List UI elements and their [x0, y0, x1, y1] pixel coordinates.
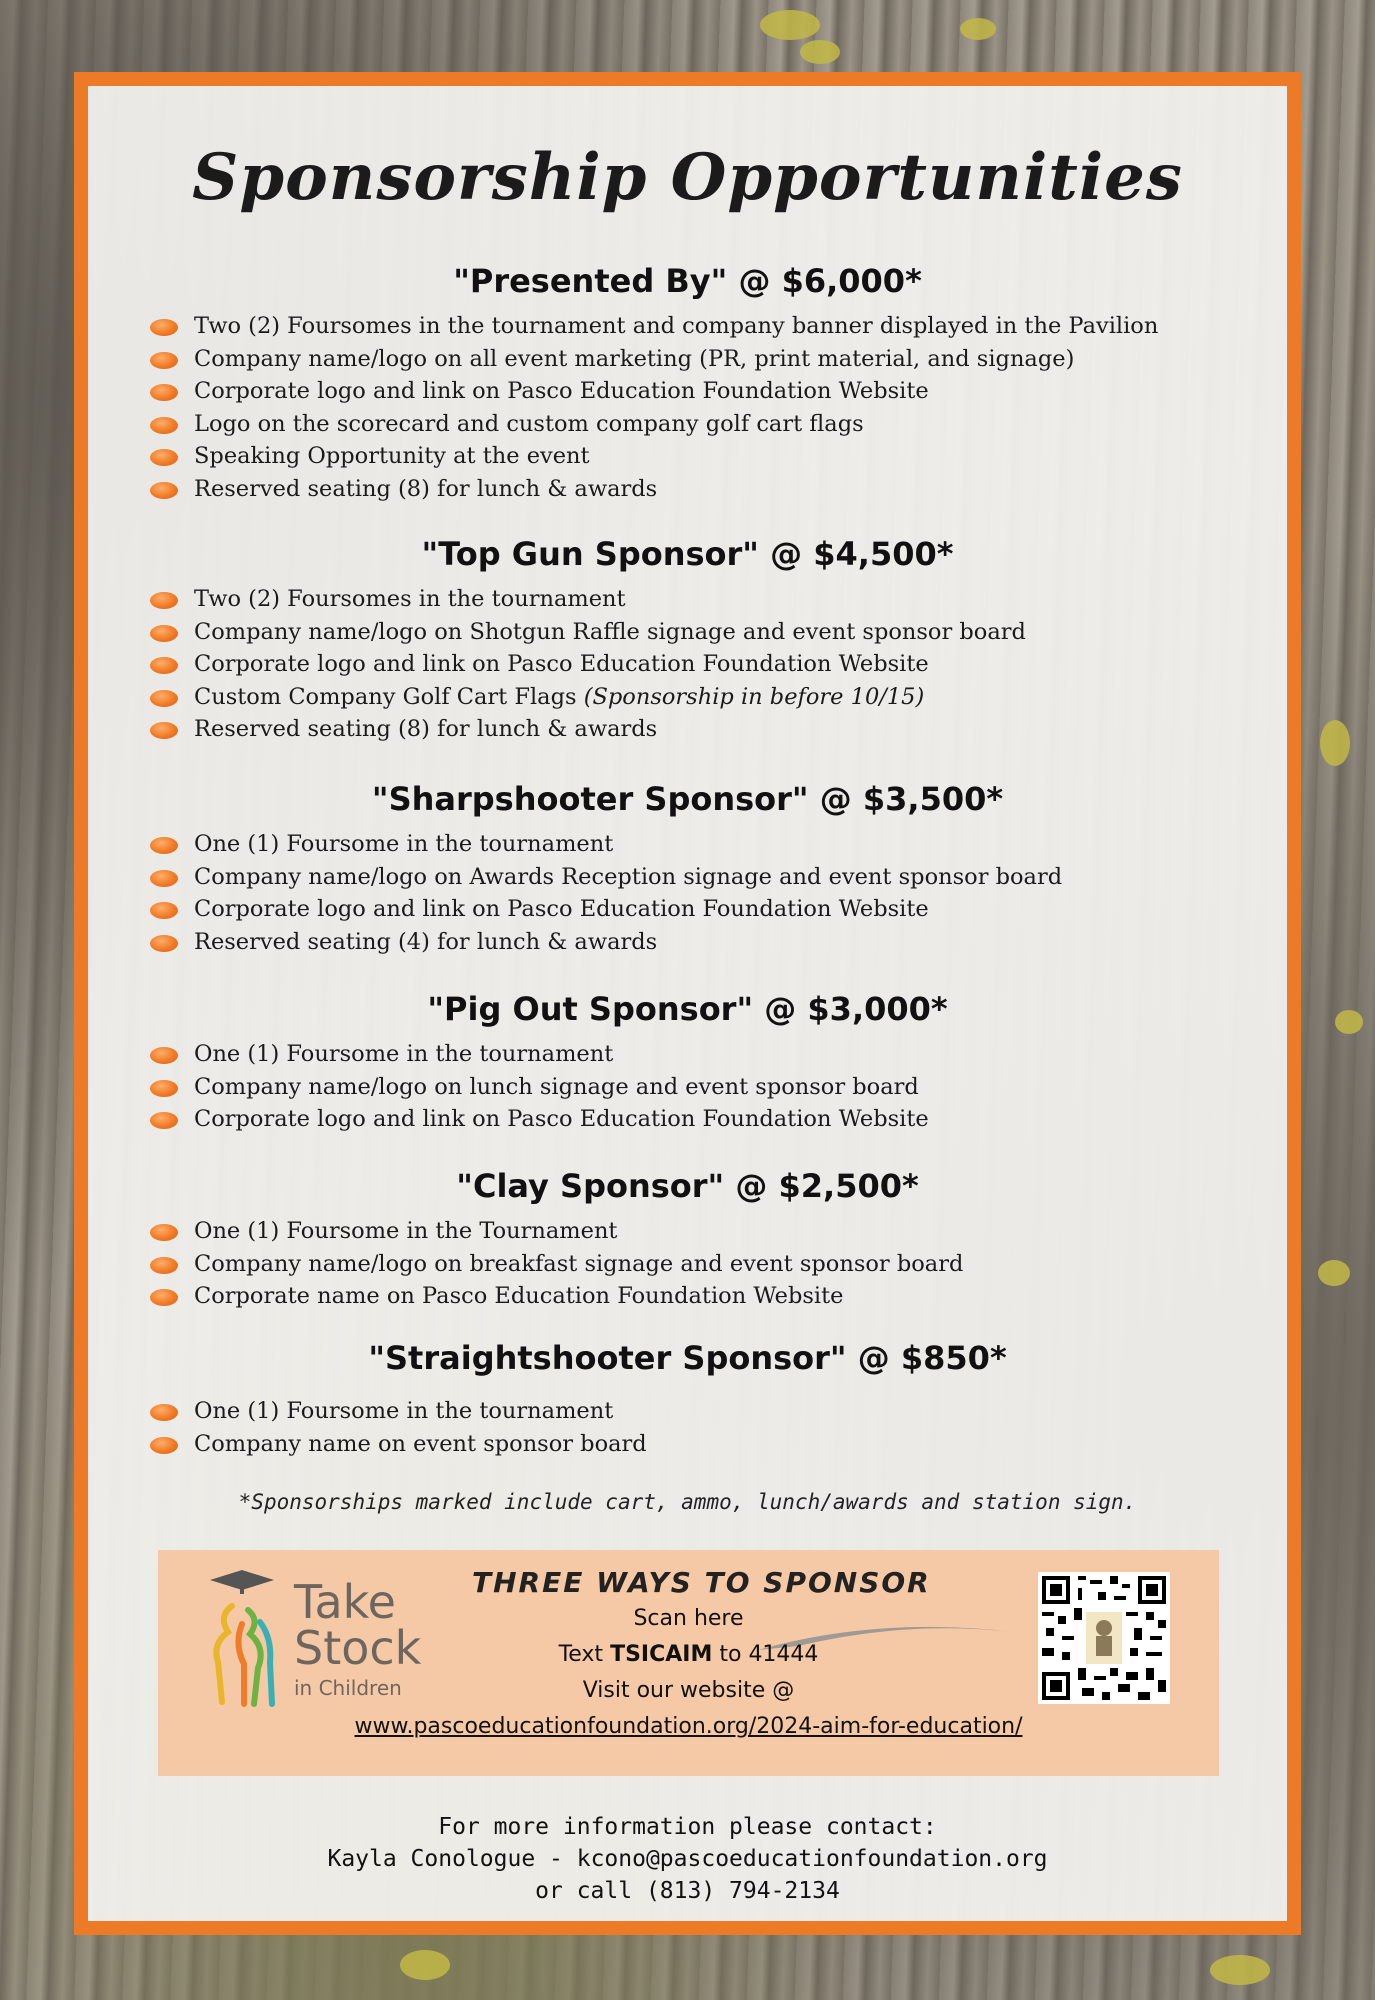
- benefit-list: [88, 1215, 1287, 1313]
- bullet-icon: [150, 1224, 178, 1241]
- bullet-icon: [150, 482, 178, 499]
- lichen-spot: [800, 40, 840, 64]
- list-item: One (1) Foursome in the tournament: [150, 1395, 1287, 1428]
- list-item: Two (2) Foursomes in the tournament and company banner displayed in the Pavilion: [150, 310, 1287, 343]
- section-heading: "Presented By" @ $6,000*: [453, 262, 922, 300]
- bullet-icon: [150, 935, 178, 952]
- lichen-spot: [760, 10, 820, 40]
- bullet-icon: [150, 625, 178, 642]
- bullet-icon: [150, 1047, 178, 1064]
- section-presented-by: [88, 262, 1287, 505]
- scan-here-text: Scan here: [633, 1606, 744, 1631]
- bullet-icon: [150, 319, 178, 336]
- list-item: One (1) Foursome in the Tournament: [150, 1215, 1287, 1248]
- section-pig-out: [88, 990, 1287, 1136]
- list-item: Custom Company Golf Cart Flags (Sponsorship in before 10/15): [150, 681, 1287, 714]
- list-item: Corporate logo and link on Pasco Education Foundation Website: [150, 648, 1287, 681]
- bullet-icon: [150, 657, 178, 674]
- list-item: Company name on event sponsor board: [150, 1428, 1287, 1461]
- benefit-list: [88, 1038, 1287, 1136]
- contact-heading: For more information please contact:: [438, 1814, 937, 1840]
- logo-text: Stock: [294, 1621, 422, 1675]
- website-url[interactable]: www.pascoeducationfoundation.org/2024-aim-for-education/: [354, 1714, 1023, 1739]
- page-title: Sponsorship Opportunities: [192, 140, 1183, 215]
- section-heading: "Straightshooter Sponsor" @ $850*: [368, 1339, 1007, 1377]
- bullet-icon: [150, 1289, 178, 1306]
- lichen-spot: [960, 18, 996, 40]
- list-item: Logo on the scorecard and custom company golf cart flags: [150, 408, 1287, 441]
- section-heading: "Pig Out Sponsor" @ $3,000*: [427, 990, 948, 1028]
- flyer-card: [74, 72, 1301, 1935]
- bullet-icon: [150, 1112, 178, 1129]
- bullet-icon: [150, 1404, 178, 1421]
- section-heading: "Sharpshooter Sponsor" @ $3,500*: [371, 780, 1004, 818]
- logo-text: Take: [294, 1575, 396, 1629]
- bullet-icon: [150, 870, 178, 887]
- bullet-icon: [150, 690, 178, 707]
- qr-code-icon[interactable]: [1038, 1572, 1170, 1704]
- website-link[interactable]: [158, 1714, 1219, 1739]
- contact-phone: or call (813) 794-2134: [535, 1878, 840, 1904]
- lichen-spot: [1320, 720, 1350, 766]
- contact-block: [88, 1811, 1287, 1907]
- lichen-spot: [1335, 1010, 1363, 1034]
- list-item: Reserved seating (8) for lunch & awards: [150, 713, 1287, 746]
- lichen-spot: [400, 1950, 450, 1980]
- list-item: Company name/logo on Awards Reception signage and event sponsor board: [150, 861, 1287, 894]
- benefit-list: [88, 583, 1287, 746]
- logo-text: in Children: [294, 1676, 402, 1700]
- list-item: Corporate logo and link on Pasco Education Foundation Website: [150, 375, 1287, 408]
- bullet-icon: [150, 837, 178, 854]
- list-item: Company name/logo on breakfast signage and event sponsor board: [150, 1248, 1287, 1281]
- list-item: Company name/logo on Shotgun Raffle signage and event sponsor board: [150, 616, 1287, 649]
- bullet-icon: [150, 592, 178, 609]
- list-item: Corporate logo and link on Pasco Education Foundation Website: [150, 1103, 1287, 1136]
- list-item: One (1) Foursome in the tournament: [150, 828, 1287, 861]
- bullet-icon: [150, 1437, 178, 1454]
- list-item: Speaking Opportunity at the event: [150, 440, 1287, 473]
- text-instruction: Text TSICAIM to 41444: [558, 1642, 819, 1667]
- bullet-icon: [150, 1257, 178, 1274]
- item-note: (Sponsorship in before 10/15): [583, 683, 925, 710]
- list-item: Corporate logo and link on Pasco Education Foundation Website: [150, 893, 1287, 926]
- benefit-list: [88, 1395, 1287, 1460]
- visit-text: Visit our website @: [582, 1678, 795, 1703]
- section-sharpshooter: [88, 780, 1287, 958]
- lichen-spot: [1318, 1260, 1350, 1286]
- panel-heading: THREE WAYS TO SPONSOR: [472, 1566, 931, 1599]
- bullet-icon: [150, 352, 178, 369]
- lichen-spot: [1210, 1955, 1270, 1985]
- bullet-icon: [150, 384, 178, 401]
- benefit-list: [88, 828, 1287, 958]
- list-item: Company name/logo on all event marketing (PR, print material, and signage): [150, 343, 1287, 376]
- section-straightshooter: [88, 1339, 1287, 1460]
- benefit-list: [88, 310, 1287, 505]
- sponsor-panel: [158, 1550, 1219, 1776]
- list-item: Company name/logo on lunch signage and event sponsor board: [150, 1071, 1287, 1104]
- list-item: Reserved seating (4) for lunch & awards: [150, 926, 1287, 959]
- list-item: Corporate name on Pasco Education Foundation Website: [150, 1280, 1287, 1313]
- bullet-icon: [150, 449, 178, 466]
- list-item: Reserved seating (8) for lunch & awards: [150, 473, 1287, 506]
- section-top-gun: [88, 535, 1287, 746]
- text-code: TSICAIM: [610, 1642, 713, 1667]
- list-item: One (1) Foursome in the tournament: [150, 1038, 1287, 1071]
- section-clay: [88, 1167, 1287, 1313]
- bullet-icon: [150, 1080, 178, 1097]
- section-heading: "Top Gun Sponsor" @ $4,500*: [421, 535, 954, 573]
- qr-pattern: [1038, 1572, 1170, 1704]
- bullet-icon: [150, 902, 178, 919]
- section-heading: "Clay Sponsor" @ $2,500*: [456, 1167, 919, 1205]
- contact-email: Kayla Conologue - kcono@pascoeducationfoundation.org: [327, 1846, 1048, 1872]
- bullet-icon: [150, 722, 178, 739]
- footnote: *Sponsorships marked include cart, ammo, lunch/awards and station sign.: [238, 1490, 1137, 1514]
- bullet-icon: [150, 417, 178, 434]
- list-item: Two (2) Foursomes in the tournament: [150, 583, 1287, 616]
